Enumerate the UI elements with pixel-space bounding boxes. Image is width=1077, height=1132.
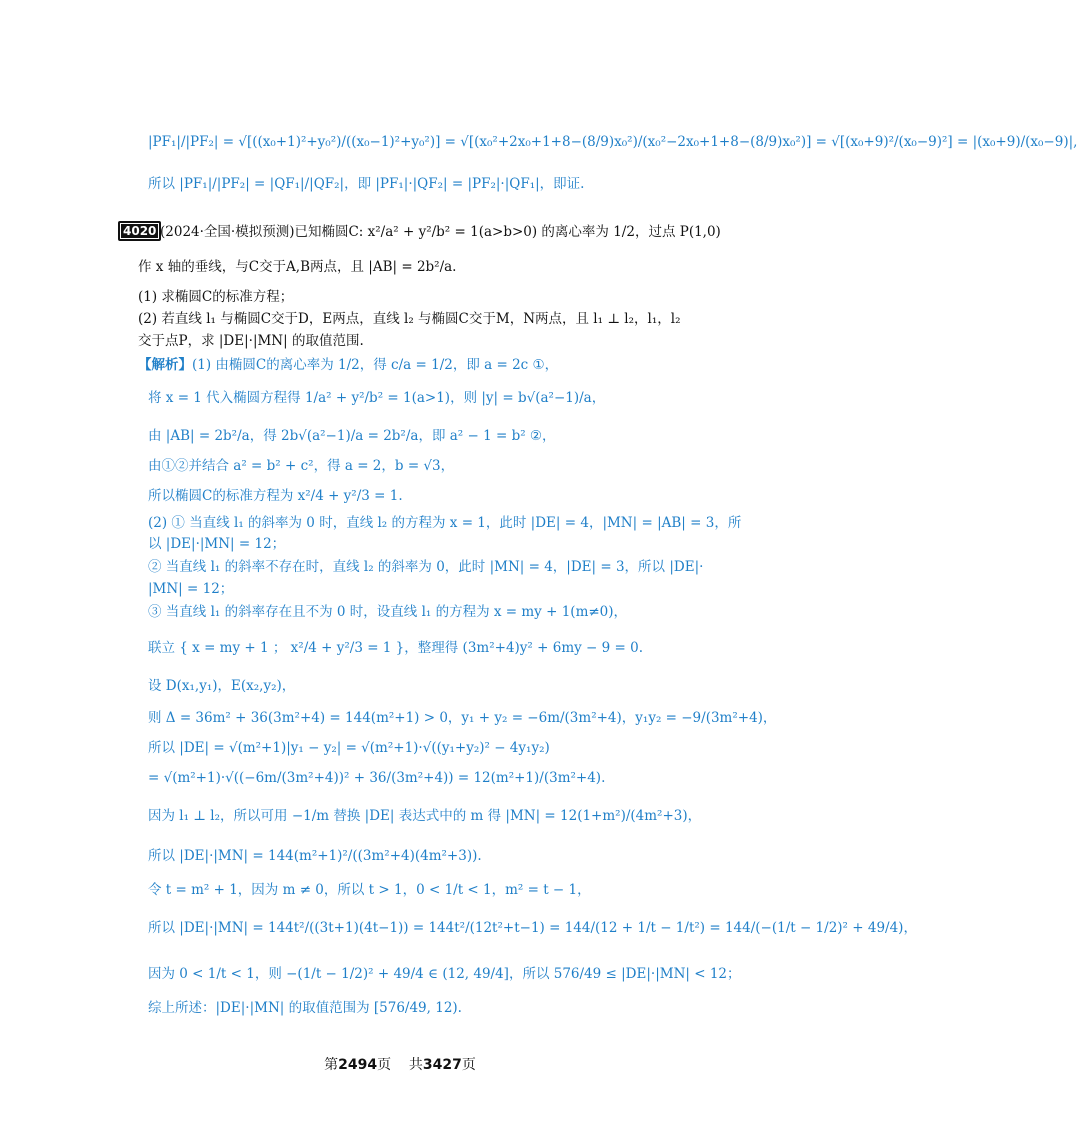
page-footer — [0, 1054, 800, 1074]
analysis-label: 【解析】 — [138, 357, 192, 373]
analysis-text-1: (1) 由椭圆C的离心率为 1/2，得 c/a = 1/2，即 a = 2c ①， — [192, 357, 559, 373]
page-total-number: 3427 — [422, 1057, 462, 1073]
problem-part-2-line-1: (2) 若直线 l₁ 与椭圆C交于D，E两点，直线 l₂ 与椭圆C交于M，N两点，且 l₁ ⊥ l₂，l₁，l₂ — [138, 311, 681, 327]
problem-part-1: (1) 求椭圆C的标准方程； — [138, 289, 294, 305]
analysis-line-6: (2) ① 当直线 l₁ 的斜率为 0 时，直线 l₂ 的方程为 x = 1，此时 |DE| = 4，|MN| = |AB| = 3，所 — [148, 515, 742, 531]
analysis-line-12: 设 D(x₁,y₁)，E(x₂,y₂)， — [148, 678, 296, 694]
page-current-number: 2494 — [338, 1057, 378, 1073]
problem-part-2-line-2: 交于点P，求 |DE|·|MN| 的取值范围. — [138, 333, 364, 349]
analysis-line-18: 令 t = m² + 1，因为 m ≠ 0，所以 t > 1，0 < 1/t < 1，m² = t − 1， — [148, 882, 591, 898]
analysis-line-7: 以 |DE|·|MN| = 12； — [148, 536, 286, 552]
analysis-line-8: ② 当直线 l₁ 的斜率不存在时，直线 l₂ 的斜率为 0，此时 |MN| = 4，|DE| = 3，所以 |DE|· — [148, 559, 704, 575]
ratio-equation: |PF₁|/|PF₂| = √[((x₀+1)²+y₀²)/((x₀−1)²+y₀²)] = √[(x₀²+2x₀+1+8−(8/9)x₀²)/(x₀²−2x₀+1+8−(8/9)x₀²)] = √[(x₀+9)²/(x₀−9)²] = |(x₀+9)/(x₀−9)|, — [148, 134, 1077, 150]
analysis-line-9: |MN| = 12； — [148, 581, 234, 597]
analysis-line-3: 由 |AB| = 2b²/a，得 2b√(a²−1)/a = 2b²/a，即 a² − 1 = b² ②， — [148, 428, 556, 444]
total-label-suffix: 页 — [461, 1057, 476, 1073]
analysis-line-1 — [138, 355, 558, 375]
analysis-line-20: 因为 0 < 1/t < 1，则 −(1/t − 1/2)² + 49/4 ∈ (12, 49/4]，所以 576/49 ≤ |DE|·|MN| < 12； — [148, 966, 741, 982]
proof-conclusion: 所以 |PF₁|/|PF₂| = |QF₁|/|QF₂|，即 |PF₁|·|QF₂| = |PF₂|·|QF₁|，即证. — [148, 176, 585, 192]
page-label-prefix: 第 — [324, 1057, 339, 1073]
analysis-line-17: 所以 |DE|·|MN| = 144(m²+1)²/((3m²+4)(4m²+3)). — [148, 848, 482, 864]
analysis-line-13: 则 Δ = 36m² + 36(3m²+4) = 144(m²+1) > 0，y₁ + y₂ = −6m/(3m²+4)，y₁y₂ = −9/(3m²+4)， — [148, 710, 777, 726]
analysis-line-19: 所以 |DE|·|MN| = 144t²/((3t+1)(4t−1)) = 144t²/(12t²+t−1) = 144/(12 + 1/t − 1/t²) = 144/(−(1/t − 1/2)² + 49/4)， — [148, 920, 917, 936]
analysis-line-16: 因为 l₁ ⊥ l₂，所以可用 −1/m 替换 |DE| 表达式中的 m 得 |MN| = 12(1+m²)/(4m²+3)， — [148, 808, 702, 824]
problem-stem-line-2: 作 x 轴的垂线，与C交于A,B两点，且 |AB| = 2b²/a. — [138, 259, 457, 275]
page-label-mid: 页 — [377, 1057, 392, 1073]
analysis-line-14: 所以 |DE| = √(m²+1)|y₁ − y₂| = √(m²+1)·√((y₁+y₂)² − 4y₁y₂) — [148, 740, 550, 756]
analysis-line-4: 由①②并结合 a² = b² + c²，得 a = 2，b = √3， — [148, 458, 455, 474]
problem-number-badge: 4020 — [118, 221, 161, 241]
analysis-line-21: 综上所述：|DE|·|MN| 的取值范围为 [576/49, 12). — [148, 1000, 462, 1016]
analysis-line-15: = √(m²+1)·√((−6m/(3m²+4))² + 36/(3m²+4)) = 12(m²+1)/(3m²+4). — [148, 770, 606, 786]
total-label-prefix: 共 — [408, 1057, 423, 1073]
analysis-line-11: 联立 { x = my + 1 ； x²/4 + y²/3 = 1 }，整理得 (3m²+4)y² + 6my − 9 = 0. — [148, 640, 644, 656]
problem-stem-line-1: (2024·全国·模拟预测)已知椭圆C: x²/a² + y²/b² = 1(a>b>0) 的离心率为 1/2，过点 P(1,0) — [160, 224, 721, 240]
analysis-line-10: ③ 当直线 l₁ 的斜率存在且不为 0 时，设直线 l₁ 的方程为 x = my + 1(m≠0)， — [148, 604, 628, 620]
analysis-line-2: 将 x = 1 代入椭圆方程得 1/a² + y²/b² = 1(a>1)，则 |y| = b√(a²−1)/a， — [148, 390, 606, 406]
analysis-line-5: 所以椭圆C的标准方程为 x²/4 + y²/3 = 1. — [148, 488, 403, 504]
